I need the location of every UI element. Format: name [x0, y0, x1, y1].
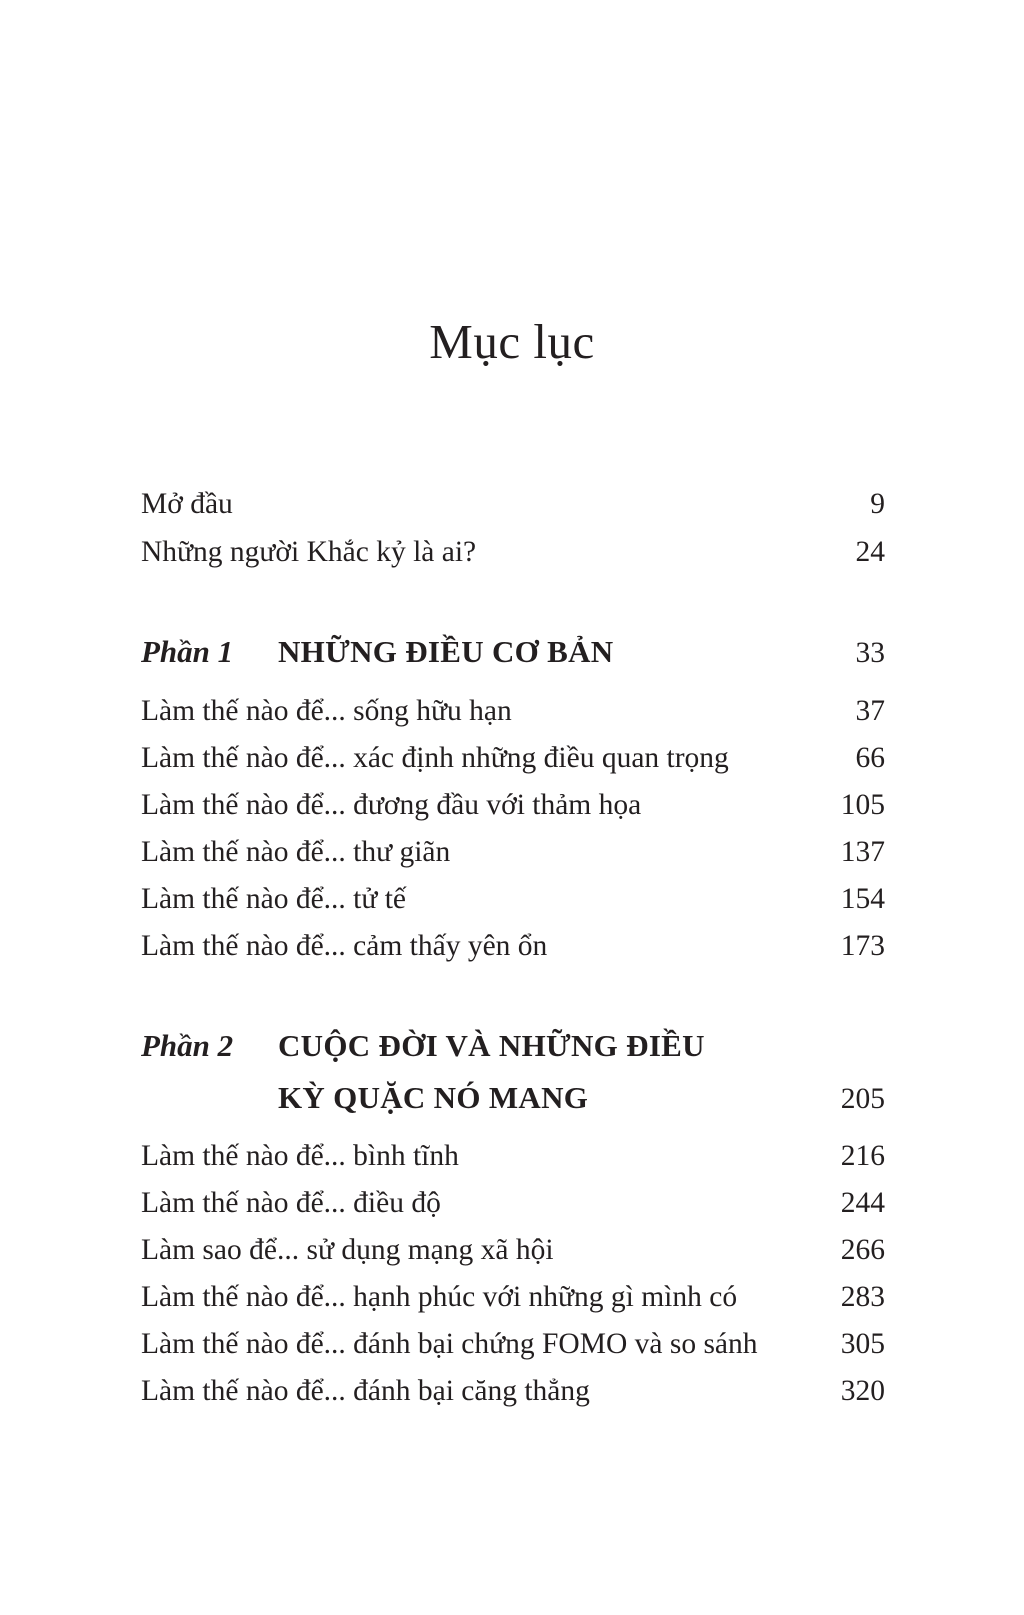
toc-entry-label: Làm thế nào để... thư giãn: [141, 836, 451, 868]
toc-entry[interactable]: [141, 832, 885, 872]
toc-entry-page: 305: [840, 1328, 885, 1360]
part-2-page: 205: [840, 1083, 885, 1115]
toc-entry-label: Làm thế nào để... điều độ: [141, 1187, 441, 1219]
toc-entry-label: Những người Khắc kỷ là ai?: [141, 536, 477, 568]
toc-entry-intro[interactable]: [141, 484, 885, 524]
part-1-title: [278, 626, 614, 678]
toc-entry[interactable]: [141, 1183, 885, 1223]
toc-entry[interactable]: [141, 1230, 885, 1270]
toc-entry[interactable]: [141, 1277, 885, 1317]
toc-entry[interactable]: [141, 926, 885, 966]
toc-entry-label: Làm thế nào để... đánh bại căng thẳng: [141, 1375, 590, 1407]
toc-entry[interactable]: [141, 1136, 885, 1176]
toc-entry-page: 173: [840, 930, 885, 962]
toc-entry-page: 105: [840, 789, 885, 821]
part-2-title-line-1: CUỘC ĐỜI VÀ NHỮNG ĐIỀU: [278, 1028, 705, 1063]
toc-entry-page: 9: [870, 488, 885, 520]
part-1-heading[interactable]: [141, 626, 885, 678]
toc-entry[interactable]: [141, 785, 885, 825]
part-1-page: 33: [855, 637, 885, 669]
toc-entry-label: Làm sao để... sử dụng mạng xã hội: [141, 1234, 554, 1266]
toc-entry-label: Làm thế nào để... đánh bại chứng FOMO và so sánh: [141, 1328, 758, 1360]
toc-entry[interactable]: [141, 1371, 885, 1411]
page-title: Mục lục: [429, 314, 595, 369]
toc-entry-who-are-stoics[interactable]: [141, 532, 885, 572]
toc-entry[interactable]: [141, 1324, 885, 1364]
toc-entry-page: 24: [855, 536, 885, 568]
toc-entry-label: Mở đầu: [141, 488, 233, 520]
part-1-title-text: NHỮNG ĐIỀU CƠ BẢN: [278, 634, 614, 669]
toc-entry-page: 216: [840, 1140, 885, 1172]
toc-entry-page: 266: [840, 1234, 885, 1266]
toc-entry[interactable]: [141, 738, 885, 778]
toc-entry-page: 320: [840, 1375, 885, 1407]
toc-entry-page: 66: [855, 742, 885, 774]
toc-entry-label: Làm thế nào để... sống hữu hạn: [141, 695, 512, 727]
part-2-title: [278, 1020, 705, 1124]
toc-entry-label: Làm thế nào để... cảm thấy yên ổn: [141, 930, 548, 962]
toc-entry[interactable]: [141, 879, 885, 919]
toc-entry-label: Làm thế nào để... tử tế: [141, 883, 407, 915]
toc-entry-label: Làm thế nào để... xác định những điều quan trọng: [141, 742, 729, 774]
part-1-label: Phần 1: [141, 634, 234, 669]
part-2-title-line-2: KỲ QUẶC NÓ MANG: [278, 1080, 589, 1115]
toc-entry-label: Làm thế nào để... đương đầu với thảm họa: [141, 789, 642, 821]
toc-entry-page: 283: [840, 1281, 885, 1313]
toc-entry-page: 154: [840, 883, 885, 915]
part-2-label: Phần 2: [141, 1028, 234, 1063]
toc-entry-label: Làm thế nào để... bình tĩnh: [141, 1140, 459, 1172]
toc-entry[interactable]: [141, 691, 885, 731]
part-2-heading[interactable]: [141, 1020, 885, 1124]
toc-entry-page: 37: [855, 695, 885, 727]
toc-entry-label: Làm thế nào để... hạnh phúc với những gì mình có: [141, 1281, 738, 1313]
toc-entry-page: 137: [840, 836, 885, 868]
toc-entry-page: 244: [840, 1187, 885, 1219]
